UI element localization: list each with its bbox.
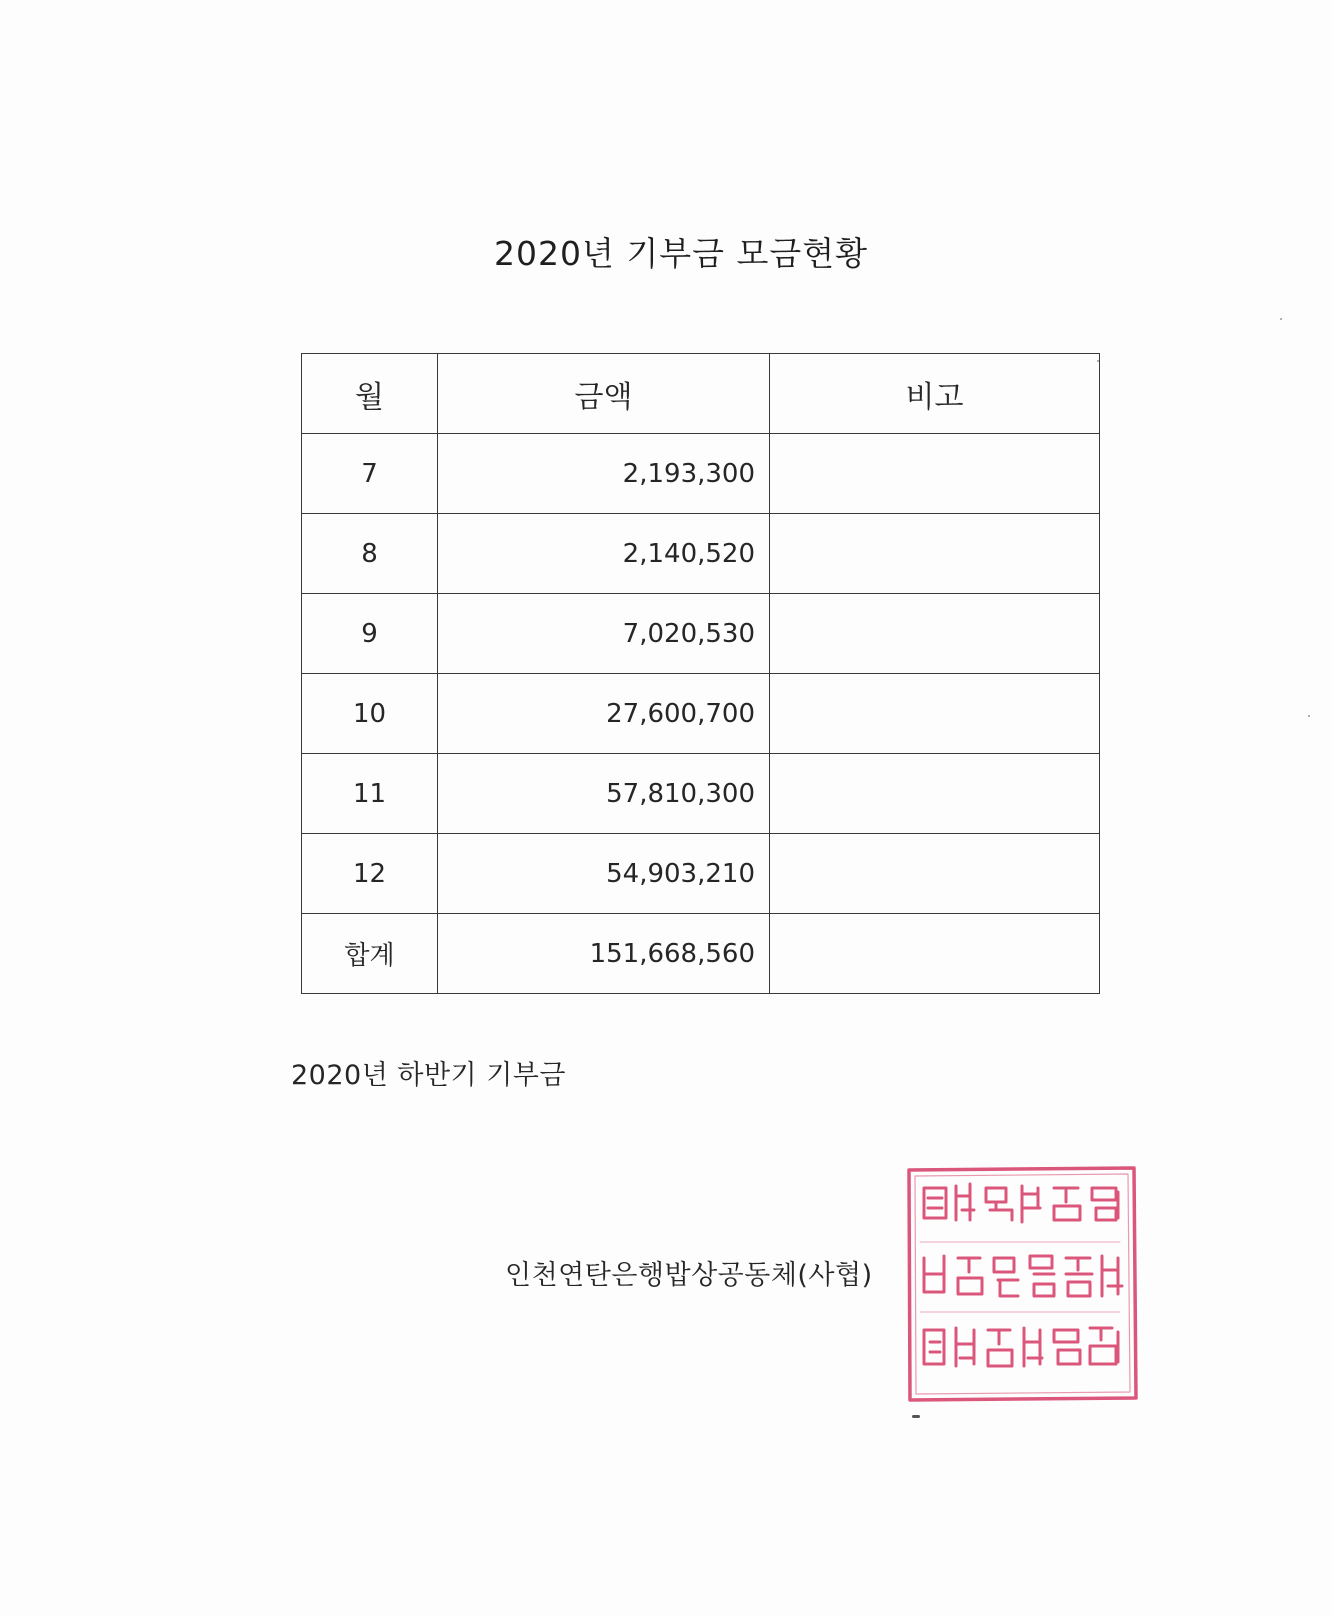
amount-cell: 27,600,700 xyxy=(438,674,770,754)
month-cell: 12 xyxy=(302,834,438,914)
scan-mark xyxy=(912,1415,920,1418)
amount-cell: 2,193,300 xyxy=(438,434,770,514)
header-month: 월 xyxy=(302,354,438,434)
table-header-row xyxy=(302,354,1100,434)
month-cell: 10 xyxy=(302,674,438,754)
amount-cell: 57,810,300 xyxy=(438,754,770,834)
scan-speck xyxy=(1097,360,1099,362)
table-row xyxy=(302,834,1100,914)
header-note: 비고 xyxy=(770,354,1100,434)
table-row xyxy=(302,434,1100,514)
month-cell: 11 xyxy=(302,754,438,834)
total-amount: 151,668,560 xyxy=(438,914,770,994)
amount-cell: 54,903,210 xyxy=(438,834,770,914)
header-amount: 금액 xyxy=(438,354,770,434)
document-title: 2020년 기부금 모금현황 xyxy=(494,234,868,273)
note-cell xyxy=(770,754,1100,834)
total-note xyxy=(770,914,1100,994)
scan-speck xyxy=(1280,318,1282,320)
month-cell: 8 xyxy=(302,514,438,594)
scan-speck xyxy=(1308,715,1310,717)
note-cell xyxy=(770,594,1100,674)
note-cell xyxy=(770,674,1100,754)
month-cell: 7 xyxy=(302,434,438,514)
note-cell xyxy=(770,514,1100,594)
month-cell: 9 xyxy=(302,594,438,674)
note-cell xyxy=(770,434,1100,514)
official-seal-stamp xyxy=(906,1166,1138,1402)
total-row xyxy=(302,914,1100,994)
table-row xyxy=(302,514,1100,594)
organization-name: 인천연탄은행밥상공동체(사협) xyxy=(505,1260,873,1291)
table-row xyxy=(302,674,1100,754)
note-cell xyxy=(770,834,1100,914)
donation-table xyxy=(301,353,1100,994)
total-label: 합계 xyxy=(302,914,438,994)
amount-cell: 7,020,530 xyxy=(438,594,770,674)
period-caption: 2020년 하반기 기부금 xyxy=(291,1060,566,1091)
amount-cell: 2,140,520 xyxy=(438,514,770,594)
table-row xyxy=(302,754,1100,834)
table-row xyxy=(302,594,1100,674)
